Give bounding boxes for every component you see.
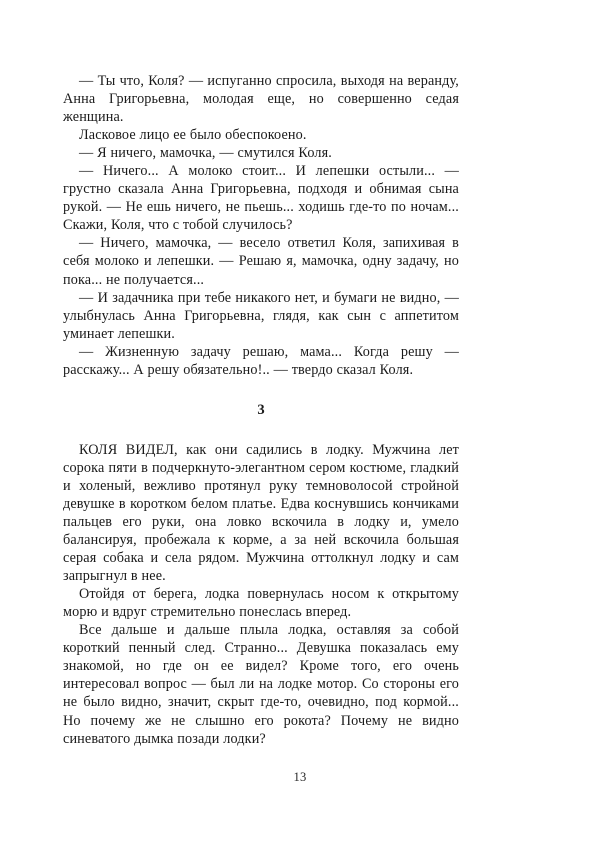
- paragraph: Отойдя от берега, лодка повернулась носом к открытому морю и вдруг стремительно понеслась вперед.: [63, 586, 459, 621]
- page-text-block: [63, 72, 459, 748]
- paragraph: — Ничего... А молоко стоит... И лепешки остыли... — грустно сказала Анна Григорьевна, подходя и обнимая сына рукой. — Не ешь ничего, не пьешь... ходишь где-то по ночам... Скажи, Коля, что с тобой случилось?: [63, 163, 459, 234]
- paragraph: Ласковое лицо ее было обеспокоено.: [79, 127, 307, 144]
- paragraph: — И задачника при тебе никакого нет, и бумаги не видно, — улыбнулась Анна Григорьевна, глядя, как сын с аппетитом уминает лепешки.: [63, 289, 459, 342]
- paragraph-body: как они садились в лодку. Мужчина лет сорока пяти в подчеркнуто-элегантном сером костюме, гладкий и холеный, вежливо протянул руку темноволосой стройной девушке в коротком белом платье. Едва коснувшись кончиками пальцев его руки, она ловко вскочила в лодку и, умело балансируя, пробежала к корме, а за ней вскочила большая серая собака и села рядом. Мужчина оттолкнул лодку и сам запрыгнул в нее.: [63, 441, 459, 585]
- opening-caps: КОЛЯ ВИДЕЛ,: [79, 441, 178, 458]
- page-number: 13: [293, 770, 307, 784]
- paragraph: — Ничего, мамочка, — весело ответил Коля, запихивая в себя молоко и лепешки. — Решаю я, мамочка, одну задачу, но пока... не получается...: [63, 235, 459, 288]
- paragraph: — Жизненную задачу решаю, мама... Когда решу — расскажу... А решу обязательно!.. — твердо сказал Коля.: [63, 343, 459, 378]
- paragraph: [63, 441, 459, 585]
- paragraph: — Ты что, Коля? — испуганно спросила, выходя на веранду, Анна Григорьевна, молодая еще, но совершенно седая женщина.: [63, 73, 459, 126]
- paragraph: — Я ничего, мамочка, — смутился Коля.: [79, 145, 332, 162]
- paragraph: Все дальше и дальше плыла лодка, оставляя за собой короткий пенный след. Странно... Девушка показалась ему знакомой, но где он ее видел? Кроме того, его очень интересовал вопрос — был ли на лодке мотор. Со стороны его не было видно, значит, скрыт где-то, очевидно, под кормой... Но почему же не слышно его рокота? Почему не видно синеватого дымка позади лодки?: [63, 622, 459, 747]
- chapter-number-heading: 3: [257, 401, 265, 418]
